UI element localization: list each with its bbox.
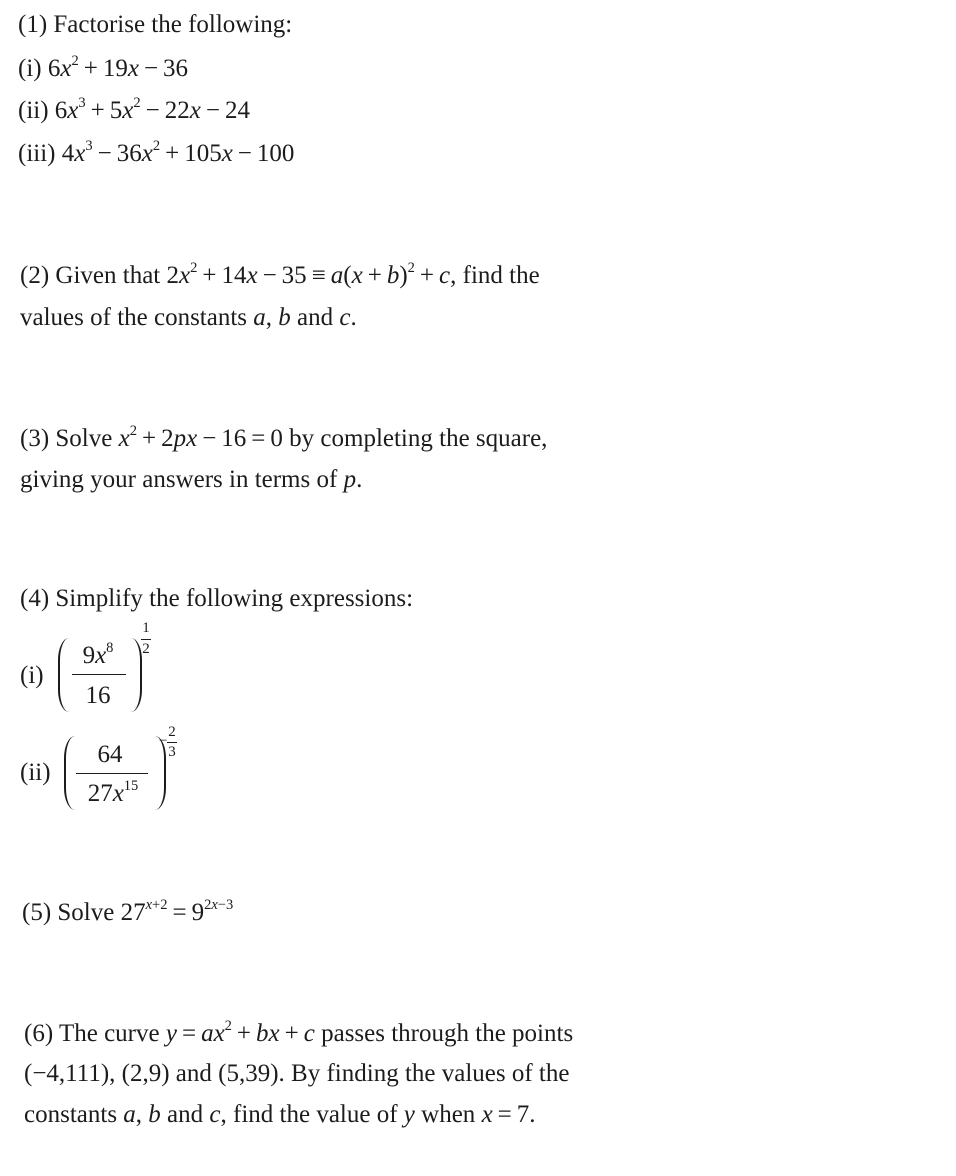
fraction-bar (76, 773, 148, 774)
question-2-line-1 (20, 259, 540, 289)
text: and (297, 304, 334, 331)
question-1-part-iii (18, 137, 295, 167)
question-3-line-1 (20, 422, 548, 452)
equation: $27^{x+2} = 9^{2x-3}$ (120, 896, 234, 926)
expression: $6x^2 + 19x - 36$ (47, 52, 189, 82)
question-1-title: (1) Factorise the following: (18, 11, 293, 38)
exponent-sign: − (159, 733, 168, 749)
numerator: 64 (97, 741, 123, 768)
fraction-bar (72, 674, 126, 675)
exponent-numerator: 2 (168, 724, 176, 740)
question-4-part-ii (20, 724, 200, 824)
part-label: (ii) (20, 759, 51, 786)
question-6-line-2 (24, 1061, 569, 1086)
expression: $6x^3 + 5x^2 - 22x - 24$ (54, 94, 250, 124)
text: giving your answers in terms of (20, 466, 338, 493)
text: and (175, 1060, 212, 1087)
exponent-bar (141, 639, 151, 640)
text: constants (24, 1101, 118, 1128)
part-label: (i) (20, 662, 44, 689)
text: find the value of (233, 1101, 398, 1128)
text: (3) Solve (20, 425, 113, 452)
question-1-part-i (18, 52, 189, 82)
question-1-part-ii (18, 94, 250, 124)
text: (5) Solve (22, 899, 115, 926)
text: when (421, 1101, 476, 1128)
text: passes through the points (321, 1020, 574, 1047)
text: (2) Given that (20, 262, 161, 289)
denominator: 16 (85, 682, 111, 709)
question-5 (22, 896, 234, 926)
text: values of the constants (20, 304, 248, 331)
question-3-line-2: giving your answers in terms of p. (20, 466, 363, 493)
exponent-denominator: 3 (168, 744, 176, 760)
part-label: (iii) (18, 140, 56, 167)
question-4-part-i (20, 620, 180, 720)
exponent-bar (167, 742, 177, 743)
text: (−4,111), (2,9) (24, 1060, 170, 1087)
right-parenthesis (120, 638, 142, 712)
text: (5,39). By finding the values of the (218, 1060, 570, 1087)
question-2-line-2: values of the constants a, b and c. (20, 304, 357, 331)
numerator: $9x^8$ (82, 639, 114, 669)
question-6-line-3: constants a, b and c, find the value of y when x = 7. (24, 1101, 536, 1128)
identity-expression: $2x^2 + 14x - 35 \equiv a(x + b)^2 + c$, (166, 259, 457, 289)
curve-equation: $y = ax^2$ + bx + c (165, 1017, 315, 1047)
part-label: (ii) (18, 97, 49, 124)
expression: $4x^3 - 36x^2 + 105x - 100$ (61, 137, 295, 167)
question-6-line-1 (24, 1017, 574, 1047)
denominator: $27x^{15}$ (87, 777, 139, 807)
question-4-title: (4) Simplify the following expressions: (20, 585, 414, 612)
text: find the (462, 262, 540, 289)
exponent-denominator: 2 (142, 641, 150, 657)
text: by completing the square, (289, 425, 548, 452)
part-label: (i) (18, 55, 42, 82)
exponent-numerator: 1 (142, 620, 150, 636)
equation: $x^2 + 2px - 16 = 0$ (118, 422, 283, 452)
text: (6) The curve (24, 1020, 160, 1047)
text: and (167, 1101, 204, 1128)
